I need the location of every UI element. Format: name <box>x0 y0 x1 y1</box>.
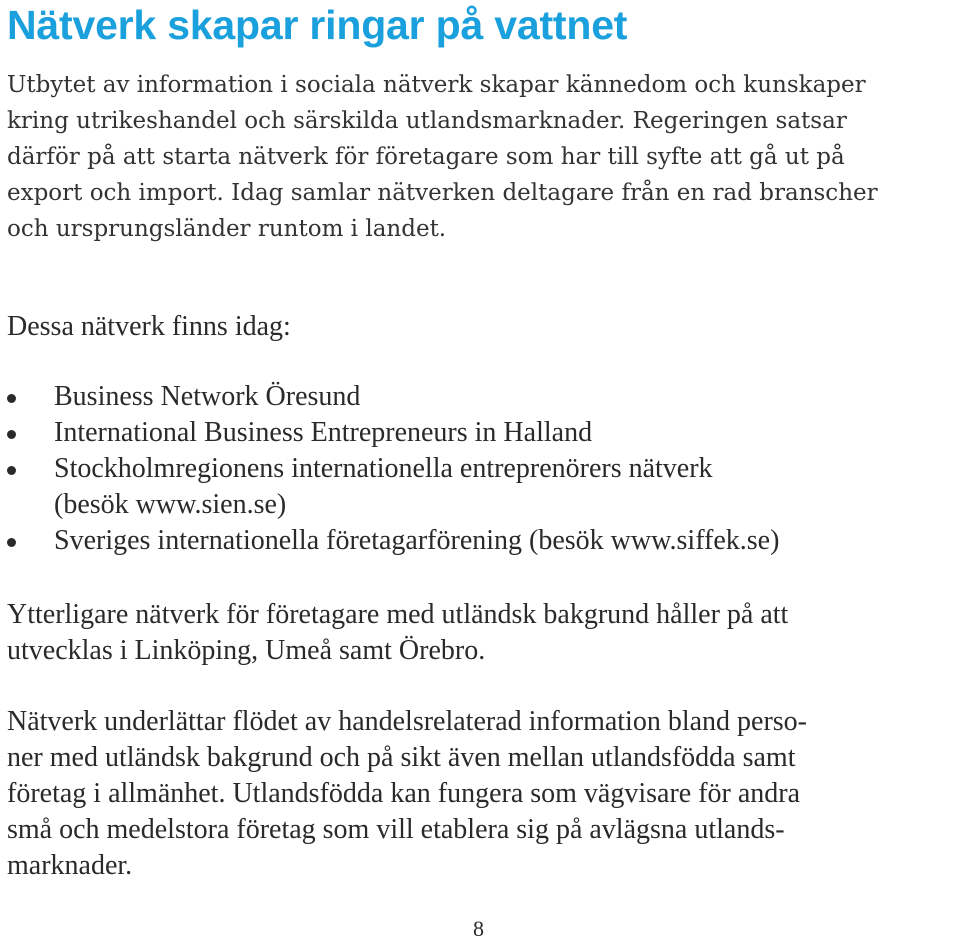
list-item <box>7 451 779 523</box>
lead-line: därför på att starta nätverk för företagare som har till syfte att gå ut på <box>7 144 845 170</box>
paragraph-line: marknader. <box>7 850 133 881</box>
lead-line: och ursprungsländer runtom i landet. <box>7 216 447 242</box>
paragraph-line: små och medelstora företag som vill etablera sig på avlägsna utlands- <box>7 814 785 845</box>
lead-line: export och import. Idag samlar nätverken deltagare från en rad branscher <box>7 180 878 206</box>
page-number: 8 <box>473 916 484 941</box>
list-item-text: (besök www.sien.se) <box>54 489 287 520</box>
paragraph-line: Ytterligare nätverk för företagare med utländsk bakgrund håller på att <box>7 599 789 630</box>
bullet-icon <box>7 430 16 439</box>
paragraph-upcoming-networks <box>7 597 788 669</box>
paragraph-line: företag i allmänhet. Utlandsfödda kan fungera som vägvisare för andra <box>7 778 801 809</box>
lead-line: kring utrikeshandel och särskilda utlandsmarknader. Regeringen satsar <box>7 108 847 134</box>
paragraph-line: utvecklas i Linköping, Umeå samt Örebro. <box>7 635 486 666</box>
list-item-text: International Business Entrepreneurs in Halland <box>54 417 593 448</box>
lead-paragraph <box>7 67 952 247</box>
list-item <box>7 415 779 451</box>
list-item <box>7 523 779 559</box>
networks-intro: Dessa nätverk finns idag: <box>7 311 291 342</box>
networks-list <box>7 379 779 559</box>
page-heading: Nätverk skapar ringar på vattnet <box>7 2 628 48</box>
paragraph-line: ner med utländsk bakgrund och på sikt även mellan utlandsfödda samt <box>7 742 796 773</box>
lead-line: Utbytet av information i sociala nätverk skapar kännedom och kunskaper <box>7 72 866 98</box>
bullet-icon <box>7 466 16 475</box>
bullet-icon <box>7 394 16 403</box>
paragraph-network-benefits <box>7 704 807 884</box>
bullet-icon <box>7 538 16 547</box>
list-item-text: Sveriges internationella företagarförening (besök www.siffek.se) <box>54 525 780 556</box>
list-item-text: Business Network Öresund <box>54 381 361 412</box>
list-item <box>7 379 779 415</box>
list-item-text: Stockholmregionens internationella entreprenörers nätverk <box>54 453 713 484</box>
paragraph-line: Nätverk underlättar flödet av handelsrelaterad information bland perso- <box>7 706 808 737</box>
